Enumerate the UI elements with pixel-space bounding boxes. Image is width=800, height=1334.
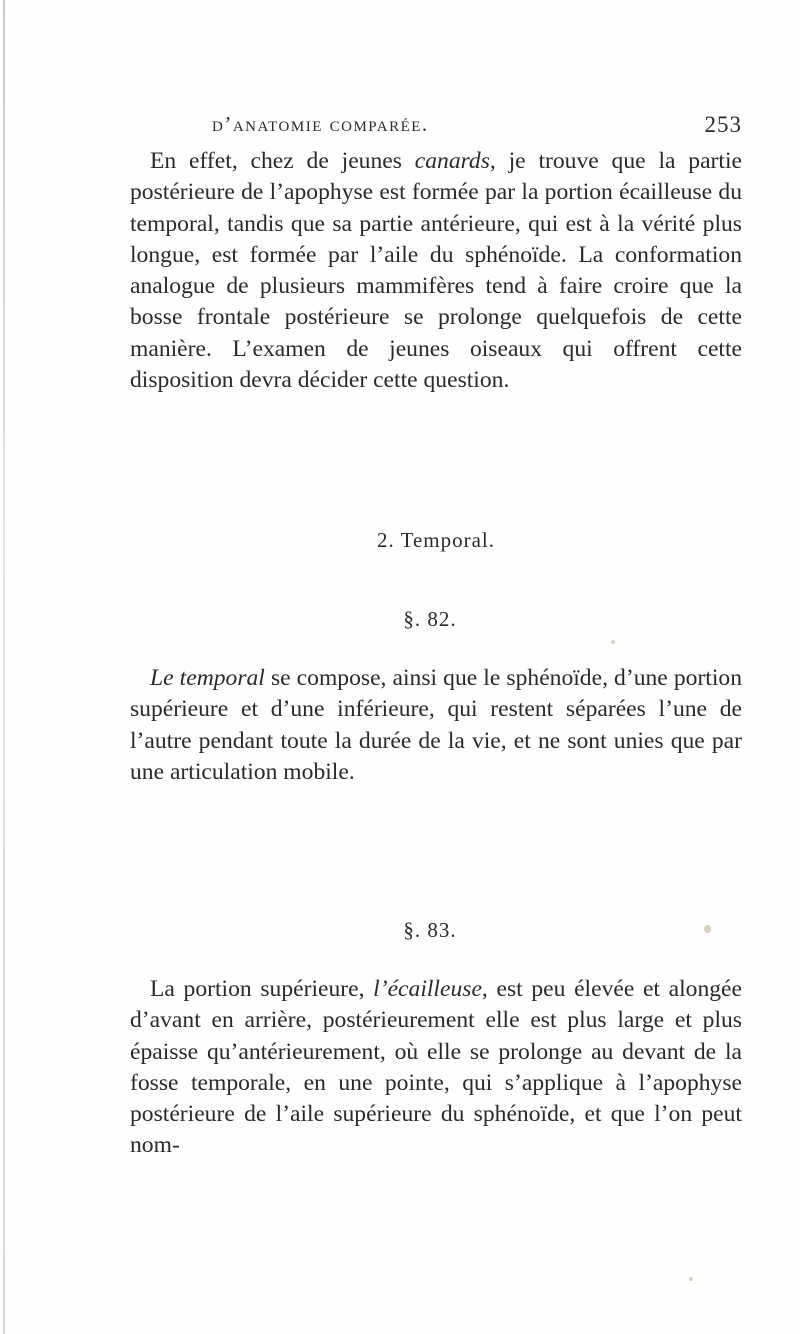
paragraph-2-text (130, 663, 742, 788)
paragraph-2 (130, 663, 742, 788)
paragraph-3-italic: l’écailleuse (373, 976, 482, 1002)
page-header (192, 112, 742, 142)
paragraph-2-italic: Le temporal (150, 665, 265, 691)
paragraph-1 (130, 146, 742, 396)
paper-speck (689, 1277, 693, 1281)
page-edge (3, 0, 5, 1334)
paragraph-1-italic: canards (414, 148, 490, 174)
section-number-82: §. 82. (403, 607, 457, 631)
paragraph-2-body: se compose, ainsi que le sphénoïde, d’une portion supérieure et d’une inférieure, qui restent séparées l’une de l’autre pendant toute la durée de la vie, et ne sont unies que par une articulation mobile. (130, 665, 743, 785)
paragraph-3-body: , est peu élevée et alongée d’avant en arrière, postérieurement elle est plus large et plus épaisse qu’antérieurement, où elle se prolonge au devant de la fosse temporale, en une pointe, qui s’applique à l’apophyse postérieure de l’aile supérieure du sphénoïde, et que l’on peut nom- (130, 976, 743, 1159)
section-heading-temporal: 2. Temporal. (376, 528, 496, 552)
paragraph-1-lead: En effet, chez de jeunes (150, 148, 415, 174)
paragraph-3-lead: La portion supérieure, (150, 976, 374, 1002)
paragraph-1-body: , je trouve que la partie postérieure de l’apophyse est formée par la portion écailleuse du temporal, tandis que sa partie antérieure, qui est à la vérité plus longue, est formée par l’aile du sphénoïde. La conformation analogue de plusieurs mammifères tend à faire croire que la bosse frontale postérieure se prolonge quelquefois de cette manière. L’examen de jeunes oiseaux qui offrent cette disposition devra décider cette question. (130, 148, 742, 394)
paragraph-3-text (130, 974, 742, 1162)
section-number-83: §. 83. (403, 918, 457, 942)
page-number: 253 (704, 112, 742, 137)
paper-speck (611, 640, 615, 644)
paper-speck (704, 925, 711, 933)
running-title: d’anatomie comparée. (212, 112, 429, 136)
paragraph-3 (130, 974, 742, 1162)
paragraph-1-text (130, 146, 742, 396)
